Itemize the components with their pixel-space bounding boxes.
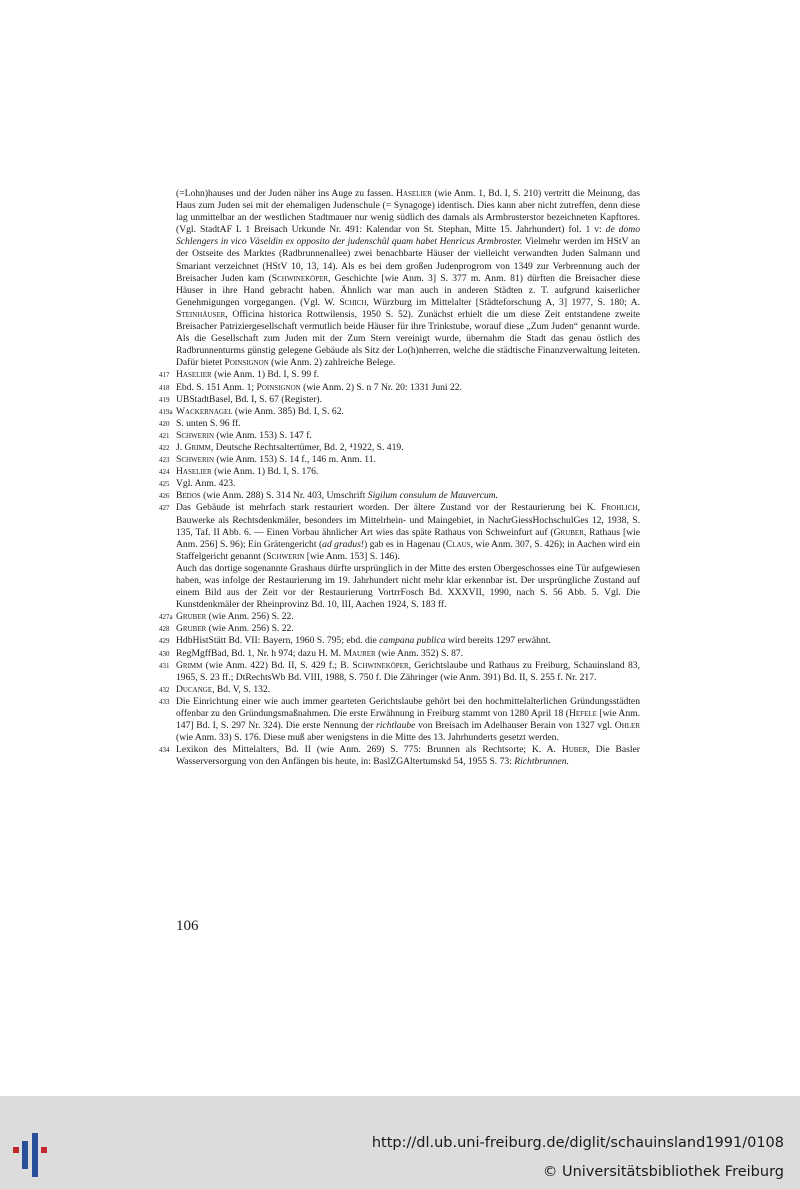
footnote-text: , Bauwerke als Rechtsdenkmäler, besonders im Mittelrhein- und Maingebiet, in NachrGiessHochschulGes 12, 1938, S. 135, Taf. II Abb. 6. — Einen Vorbau ähnlicher Art wies das späte Rathaus von Schweinfurt auf ( [176,502,640,538]
footnote-text: Huber [561,744,588,756]
footnote-text: (wie Anm. 352) S. 87. [375,647,464,659]
footnote-text: [wie Anm. 147] Bd. I, S. 297 Nr. 324). Die erste Nennung der [176,708,641,732]
footnote-text: Bedos [176,490,201,502]
footnote-text: (wie Anm. 1) Bd. I, S. 176. [211,466,319,478]
footnotes-list [159,369,641,768]
footnote-text: Haselier [176,466,212,478]
footnote [159,683,640,696]
footnote-text: , Gerichtslaube und Rathaus zu Freiburg, Schauinsland 83, 1965, S. 23 ff.; DtRechtsWb Bd. VIII, 1988, S. 750 f. Die Zähringer (wie Anm. 391) Bd. II, S. 255 f. Nr. 217. [176,659,640,683]
footnote-text: Hefele [568,708,597,720]
footnote-text: Ducange [176,683,213,695]
footnote-text: Poinsignon [256,381,301,393]
footnote-number: 423 [159,456,170,465]
footnote-text: richtlaube [375,720,416,732]
footnote-number: 434 [159,746,170,755]
footnote-text: (wie Anm. 256) S. 22. [206,623,294,635]
footnote [159,647,640,660]
footnote-text: Gruber [553,526,584,538]
footnote-text: (wie Anm. 153) S. 147 f. [214,429,312,441]
copyright-notice: © Universitätsbibliothek Freiburg [542,1164,784,1180]
footnote-number: 428 [159,625,170,634]
footnote-text: , wie Anm. 307, S. 426); in Aachen wird ein Staffelgericht genannt ( [176,538,641,562]
footnote [159,454,640,466]
footnote [159,659,640,684]
footnote-text: (wie Anm. 1) Bd. I, S. 99 f. [211,369,320,381]
footnote [159,744,640,768]
footnote-number: 430 [159,649,170,658]
footnote-number: 419 [159,395,170,404]
footnote-text: (wie Anm. 2) S. n 7 Nr. 20: 1331 Juni 22. [300,381,462,393]
footnote-text: , Bd. V, S. 132. [212,683,271,695]
footnote-text: Gruber [176,611,207,623]
footnote-text: Ebd. S. 151 Anm. 1; [176,381,257,393]
footnote-text: Ohler [614,720,641,732]
footnote [159,490,640,502]
footnote [159,478,640,490]
footnote [159,502,641,562]
footnote-number: 432 [159,685,170,694]
footnote-text: Lexikon des Mittelalters, Bd. II (wie Anm. 269) S. 775: Brunnen als Rechtsorte; K. A. [176,744,562,756]
footnote-number: 418 [159,383,170,392]
footnote [159,429,640,442]
footnote-text: Claus [445,538,471,550]
footnote-text: (wie Anm. 385) Bd. I, S. 62. [232,405,344,417]
footnote-text: (wie Anm. 33) S. 176. Diese muß aber wenigstens in die Mitte des 13. Jahrhunderts gesetzt werden. [176,732,559,744]
footnote [159,623,640,635]
footnote-number: 422 [159,443,170,452]
footnote-text: Vgl. Anm. 423. [176,478,236,490]
footnote-text: UBStadtBasel, Bd. I, S. 67 (Register). [176,393,323,405]
footnote-text: Schwineköper [352,659,409,671]
footnote-number: 425 [159,480,170,489]
footnote-text: Grimm [184,441,211,453]
footnote-number: 427a [159,613,173,622]
text-block [159,188,641,769]
footnote-text: campana publica [379,635,446,647]
footnote-number: 431 [159,661,170,670]
footnote-text: Auch das dortige sogenannte Grashaus dürfte ursprünglich in der Mitte des ersten Obergeschosses eine Tür aufgewiesen haben, was infolge der Restaurierung im 19. Jahrhundert nicht mehr klar erkennbar ist. Der ursprüngliche Zustand auf einem Bild aus der Zeit vor der Restaurierung VortrrFosch Bd. XXXVII, 1990, nach S. 56 Abb. 5. Vgl. Die Kunstdenkmäler der Rheinprovinz Bd. 10, III, Aachen 1924, S. 183 ff. [176,562,640,611]
footnote-text: Maurer [343,647,376,659]
footnote-text: , Deutsche Rechtsaltertümer, Bd. 2, ⁴1922, S. 419. [210,441,404,453]
footnote [159,381,640,394]
footnote-text: Schwerin [176,454,214,466]
footnote-text: J. [176,441,185,453]
footnote-number: 427 [159,504,170,513]
footnote [159,417,640,430]
footnote-text: Gruber [176,623,207,635]
page-number: 106 [176,918,199,934]
ub-freiburg-logo-icon[interactable] [8,1133,52,1177]
footnote [159,441,640,454]
footnote-text: HdbHistStätt Bd. VII: Bayern, 1960 S. 795; ebd. die [176,635,380,647]
footnote-text: [wie Anm. 153] S. 146). [304,550,400,562]
footnote-text: (wie Anm. 256) S. 22. [206,611,294,623]
footnote [159,635,640,647]
footnote-text: wird bereits 1297 erwähnt. [445,635,551,647]
footnote-number: 424 [159,468,170,477]
footnote [159,393,640,406]
footnote-number: 429 [159,637,170,646]
footnote-number: 420 [159,419,170,428]
footnote-text: Grimm [176,659,203,671]
footnote-text: Schwerin [266,550,305,562]
footnote-text: (wie Anm. 153) S. 14 f., 146 m. Anm. 11. [214,454,376,466]
footnote [176,563,640,611]
footnote-text: ) gab es in Hagenau ( [364,538,446,550]
footnote-number: 426 [159,492,170,501]
continuation-paragraph: (=Lohn)hauses und der Juden näher ins Auge zu fassen. Haselier (wie Anm. 1, Bd. I, S. 210) vertritt die Meinung, das Haus zum Juden sei mit der ehemaligen Judenschule (= Synagoge) identisch. Dies kann aber nicht zutreffen, denn diese lag unmittelbar an der westlichen Stadtmauer nur wenig südlich des damals als Armbrusterstor bezeichneten Kapftores. (Vgl. StadtAF L 1 Breisach Urkunde Nr. 491: Kalendar von St. Stephan, Mitte 15. Jahrhundert) fol. 1 v: de domo Schlengers in vico Väseldin ex opposito der judenschůl quam habet Henricus Armbroster. Vielmehr werden im HStV an der Ostseite des Marktes (Radbrunnenallee) zwei benachbarte Häuser der vielleicht verwandten Juden Salmann und Smariant verzeichnet (HStV 10, 13, 14). Als es bei dem großen Judenprogrom von 1349 zur Verbrennung auch der Breisacher Juden kam (Schwineköper, Geschichte [wie Anm. 3] S. 377 m. Anm. 81) dürften die Breisacher diese Häuser in ihre Hand gebracht haben. Ähnlich war man auch in anderen Städten z. T. aufgrund kaiserlicher Genehmigungen vorgegangen. (Vgl. W. Schich, Würzburg im Mittelalter [Städteforschung A, 3] 1977, S. 180; A. Steinhäuser, Officina historica Rottwilensis, 1950 S. 52). Zunächst erhielt die um diese Zeit entstandene zweite Breisacher Patriziergesellschaft vermutlich beide Häuser für ihre Trinkstube, worauf diese „Zum Juden“ genannt wurde. Als die Gesellschaft zum Juden mit der Zum Stern vereinigt wurde, übernahm die Stadt das genau östlich des Radbrunnenturms günstig gelegene Gebäude als Sitz der Lo(h)nherren, welche die städtische Finanzverwaltung leiteten. Dafür bietet Poinsignon (wie Anm. 2) zahlreiche Belege. [176,188,641,369]
footnote [159,405,640,418]
footnote-text: Frohlich [601,502,638,514]
footnote-text: Haselier [176,369,212,381]
footnote [159,466,640,478]
document-url-link[interactable]: http://dl.ub.uni-freiburg.de/diglit/schauinsland1991/0108 [371,1135,784,1151]
footnote-text: , Rathaus [wie Anm. 256] S. 96); Ein Grätengericht ( [176,526,640,550]
footnote-text: (wie Anm. 288) S. 314 Nr. 403, Umschrift [200,490,368,502]
footnote-number: 421 [159,431,170,440]
footnote-text: Richtbrunnen. [514,756,569,768]
footnote-number: 433 [159,697,170,706]
footnote [159,369,640,381]
footnote-text: RegMgffBad, Bd. 1, Nr. h 974; dazu H. M. [176,647,344,659]
footnote-text: , Die Basler Wasserversorgung von den Anfängen bis heute, in: BaslZGAltertumskd 54, 1955 S. 73: [176,744,640,768]
footnote-number: 417 [159,371,170,380]
footnote-text: Schwerin [176,429,214,441]
footnote-text: Das Gebäude ist mehrfach stark restauriert worden. Der ältere Zustand vor der Restaurierung bei K. [176,502,602,514]
footnote [159,695,641,744]
footnote-text: ad gradus! [322,538,365,550]
footnote-text: von Breisach im Adelhauser Berain von 1327 vgl. [415,720,615,732]
footnote-text: Sigilum consulum de Mauvercum. [367,490,498,502]
footnote [159,611,640,623]
footnote-text: Die Einrichtung einer wie auch immer gearteten Gerichtslaube gehört bei den hochmittelalterlichen Gründungsstädten offenbar zu den Gründungsmaßnahmen. Die erste Erwähnung in Freiburg stammt von 1280 April 18 ( [176,695,640,720]
footnote-text: (wie Anm. 422) Bd. II, S. 429 f.; B. [202,659,353,671]
footnote-text: S. unten S. 96 ff. [176,417,241,429]
footnote-text: Wackernagel [176,405,233,417]
footnote-number: 419a [159,407,173,416]
